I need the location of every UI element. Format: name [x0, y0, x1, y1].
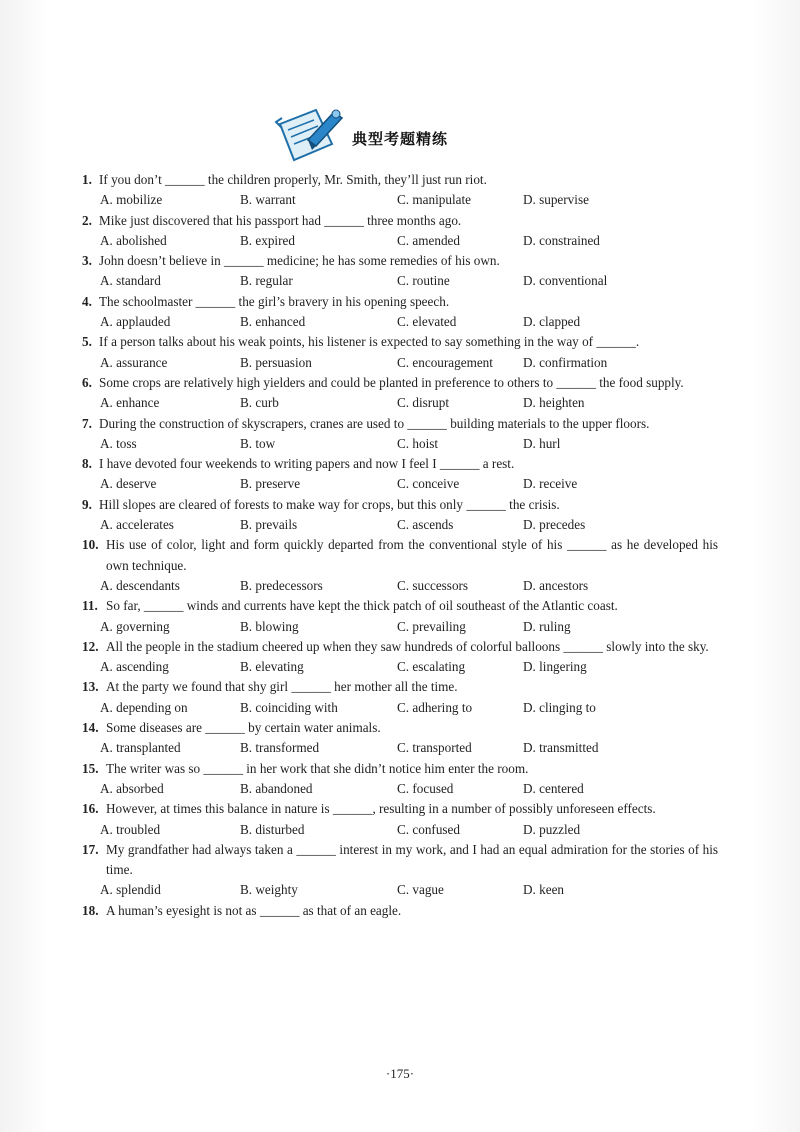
question-number: 3.	[82, 253, 92, 269]
option-a: A. applauded	[100, 314, 171, 330]
option-d: D. receive	[523, 476, 578, 492]
section-header	[0, 104, 800, 164]
option-c: C. confused	[397, 821, 460, 837]
question-list	[82, 170, 718, 921]
option-c: C. escalating	[397, 659, 466, 675]
question-number: 13.	[82, 679, 99, 695]
option-b: B. blowing	[240, 618, 299, 634]
option-c: C. focused	[397, 780, 454, 796]
option-a: A. assurance	[100, 354, 168, 370]
option-b: B. elevating	[240, 659, 304, 675]
question-text: A human’s eyesight is not as ______ as that of an eagle.	[106, 902, 402, 918]
question-item	[82, 170, 718, 211]
option-a: A. toss	[100, 435, 137, 451]
option-d: D. ruling	[523, 618, 571, 634]
option-b: B. expired	[240, 232, 295, 248]
question-number: 10.	[82, 537, 99, 553]
option-b: B. curb	[240, 395, 279, 411]
question-text: Some crops are relatively high yielders and could be planted in preference to others to ______ the food supply.	[99, 374, 684, 390]
option-b: B. preserve	[240, 476, 301, 492]
pen-and-paper-icon	[272, 104, 350, 162]
question-text: At the party we found that shy girl ______ her mother all the time.	[106, 679, 458, 695]
option-d: D. lingering	[523, 659, 587, 675]
option-d: D. transmitted	[523, 740, 599, 756]
question-text: So far, ______ winds and currents have kept the thick patch of oil southeast of the Atlantic coast.	[106, 598, 618, 614]
question-item	[82, 637, 718, 678]
question-item	[82, 251, 718, 292]
question-text: The schoolmaster ______ the girl’s bravery in his opening speech.	[99, 293, 450, 309]
question-text: However, at times this balance in nature is ______, resulting in a number of possibly unforeseen effects.	[106, 801, 656, 817]
option-c: C. elevated	[397, 314, 457, 330]
option-d: D. keen	[523, 882, 565, 898]
question-text: If a person talks about his weak points, his listener is expected to say something in the way of ______.	[99, 334, 640, 350]
option-b: B. weighty	[240, 882, 298, 898]
option-c: C. manipulate	[397, 192, 471, 208]
option-c: C. encouragement	[397, 354, 493, 370]
option-a: A. accelerates	[100, 517, 174, 533]
option-a: A. deserve	[100, 476, 157, 492]
question-number: 12.	[82, 638, 99, 654]
option-a: A. governing	[100, 618, 170, 634]
question-number: 4.	[82, 293, 92, 309]
question-text: If you don’t ______ the children properly, Mr. Smith, they’ll just run riot.	[99, 172, 487, 187]
question-item	[82, 292, 718, 333]
option-b: B. disturbed	[240, 821, 305, 837]
option-d: D. confirmation	[523, 354, 608, 370]
option-b: B. warrant	[240, 192, 296, 208]
question-number: 1.	[82, 172, 92, 187]
question-item	[82, 840, 718, 901]
option-a: A. troubled	[100, 821, 161, 837]
question-number: 16.	[82, 801, 99, 817]
option-b: B. abandoned	[240, 780, 313, 796]
option-c: C. routine	[397, 273, 450, 289]
option-d: D. puzzled	[523, 821, 581, 837]
option-c: C. prevailing	[397, 618, 466, 634]
option-a: A. mobilize	[100, 192, 163, 208]
question-text: My grandfather had always taken a ______ interest in my work, and I had an equal admiration for the stories of his time.	[106, 841, 718, 878]
option-d: D. heighten	[523, 395, 585, 411]
option-c: C. successors	[397, 577, 469, 593]
question-text: John doesn’t believe in ______ medicine; he has some remedies of his own.	[99, 253, 500, 269]
option-b: B. coinciding with	[240, 699, 338, 715]
question-number: 2.	[82, 212, 92, 228]
question-item	[82, 759, 718, 800]
question-text: I have devoted four weekends to writing papers and now I feel I ______ a rest.	[99, 456, 515, 472]
option-d: D. clapped	[523, 314, 581, 330]
option-c: C. adhering to	[397, 699, 473, 715]
option-d: D. hurl	[523, 435, 561, 451]
option-c: C. vague	[397, 882, 444, 898]
option-a: A. depending on	[100, 699, 188, 715]
option-d: D. ancestors	[523, 577, 589, 593]
question-text: During the construction of skyscrapers, cranes are used to ______ building materials to the upper floors.	[99, 415, 650, 431]
question-item	[82, 799, 718, 840]
option-b: B. tow	[240, 435, 276, 451]
question-number: 17.	[82, 841, 99, 857]
question-text: All the people in the stadium cheered up when they saw hundreds of colorful balloons ______ slowly into the sky.	[106, 638, 709, 654]
question-item	[82, 535, 718, 596]
question-text: His use of color, light and form quickly departed from the conventional style of his ______ as he developed his own technique.	[106, 537, 718, 573]
option-b: B. enhanced	[240, 314, 306, 330]
question-number: 7.	[82, 415, 92, 431]
option-c: C. ascends	[397, 517, 454, 533]
page-number: ·175·	[385, 1066, 415, 1081]
option-d: D. centered	[523, 780, 584, 796]
question-number: 9.	[82, 496, 92, 512]
option-a: A. ascending	[100, 659, 169, 675]
question-item	[82, 495, 718, 536]
option-c: C. hoist	[397, 435, 439, 451]
option-a: A. transplanted	[100, 740, 181, 756]
option-d: D. constrained	[523, 232, 600, 248]
option-d: D. conventional	[523, 273, 608, 289]
question-item	[82, 332, 718, 373]
question-number: 15.	[82, 760, 99, 776]
question-number: 18.	[82, 902, 99, 918]
question-number: 5.	[82, 334, 92, 350]
option-b: B. predecessors	[240, 577, 323, 593]
option-c: C. amended	[397, 232, 460, 248]
question-text: Mike just discovered that his passport had ______ three months ago.	[99, 212, 462, 228]
option-a: A. abolished	[100, 232, 167, 248]
option-a: A. splendid	[100, 882, 161, 898]
option-a: A. absorbed	[100, 780, 164, 796]
question-item	[82, 454, 718, 495]
option-b: B. transformed	[240, 740, 320, 756]
option-b: B. persuasion	[240, 354, 312, 370]
question-number: 14.	[82, 720, 99, 736]
option-c: C. transported	[397, 740, 472, 756]
option-a: A. enhance	[100, 395, 160, 411]
question-text: Some diseases are ______ by certain water animals.	[106, 720, 381, 736]
option-c: C. disrupt	[397, 395, 450, 411]
option-b: B. prevails	[240, 517, 298, 533]
option-c: C. conceive	[397, 476, 460, 492]
option-a: A. descendants	[100, 577, 180, 593]
option-b: B. regular	[240, 273, 293, 289]
question-item	[82, 718, 718, 759]
question-item	[82, 414, 718, 455]
option-a: A. standard	[100, 273, 161, 289]
question-text: The writer was so ______ in her work that she didn’t notice him enter the room.	[106, 760, 529, 776]
section-title: 典型考题精练	[352, 130, 449, 148]
question-number: 11.	[82, 598, 98, 614]
question-item	[82, 901, 718, 921]
question-item	[82, 677, 718, 718]
question-item	[82, 211, 718, 252]
question-item	[82, 596, 718, 637]
question-number: 8.	[82, 456, 92, 472]
question-item	[82, 373, 718, 414]
option-d: D. supervise	[523, 192, 589, 208]
option-d: D. clinging to	[523, 699, 596, 715]
question-text: Hill slopes are cleared of forests to make way for crops, but this only ______ the crisis.	[99, 496, 560, 512]
question-number: 6.	[82, 374, 92, 390]
option-d: D. precedes	[523, 517, 586, 533]
